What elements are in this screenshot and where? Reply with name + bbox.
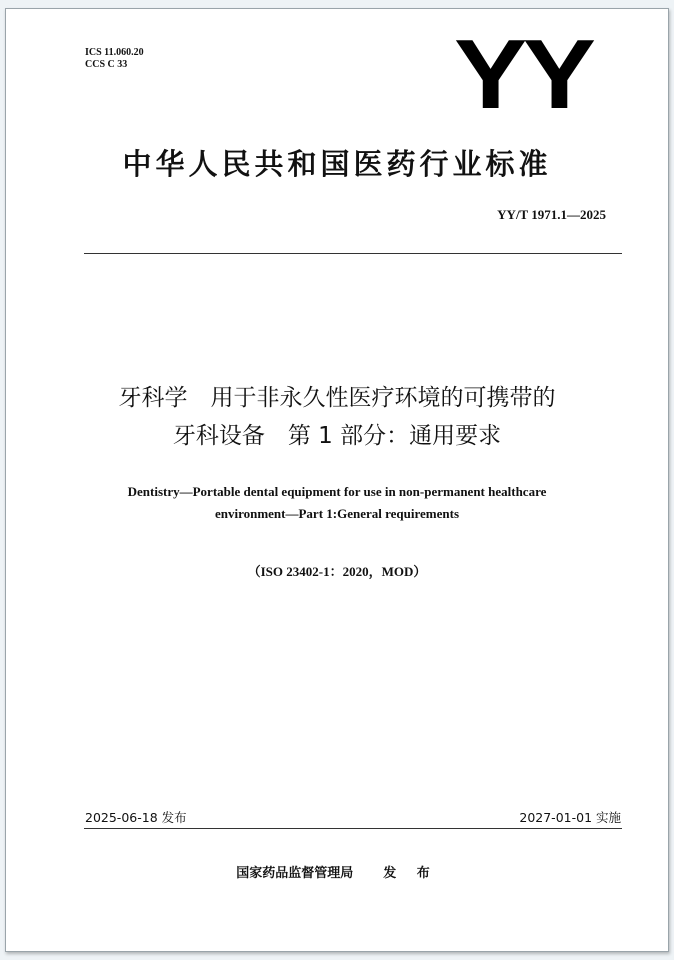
- standard-category-title: 中华人民共和国医药行业标准: [122, 147, 552, 181]
- english-title-line-2: environment—Part 1:General requirements: [214, 506, 460, 521]
- implement-date: 2027-01-01 实施: [519, 810, 621, 825]
- yy-logo: YY: [454, 19, 592, 129]
- standard-number: YY/T 1971.1—2025: [497, 207, 606, 222]
- document-page: [5, 8, 669, 952]
- issue-label: 发 布: [383, 866, 438, 881]
- chinese-title-line-2: 牙科设备 第 1 部分：通用要求: [172, 423, 502, 449]
- ccs-code: CCS C 33: [85, 59, 128, 70]
- ics-code: ICS 11.060.20: [85, 47, 144, 58]
- issuer-line: [6, 862, 668, 881]
- bottom-divider: [84, 828, 622, 829]
- top-divider: [84, 253, 622, 254]
- iso-reference: （ISO 23402-1：2020，MOD）: [247, 564, 427, 579]
- classification-codes: [85, 47, 144, 71]
- publish-date: 2025-06-18 发布: [85, 810, 187, 825]
- english-title-line-1: Dentistry—Portable dental equipment for use in non-permanent healthcare: [127, 484, 547, 499]
- english-title: [6, 481, 668, 525]
- chinese-title: [6, 379, 668, 455]
- issuer-name: 国家药品监督管理局: [236, 866, 354, 881]
- chinese-title-line-1: 牙科学 用于非永久性医疗环境的可携带的: [118, 385, 556, 411]
